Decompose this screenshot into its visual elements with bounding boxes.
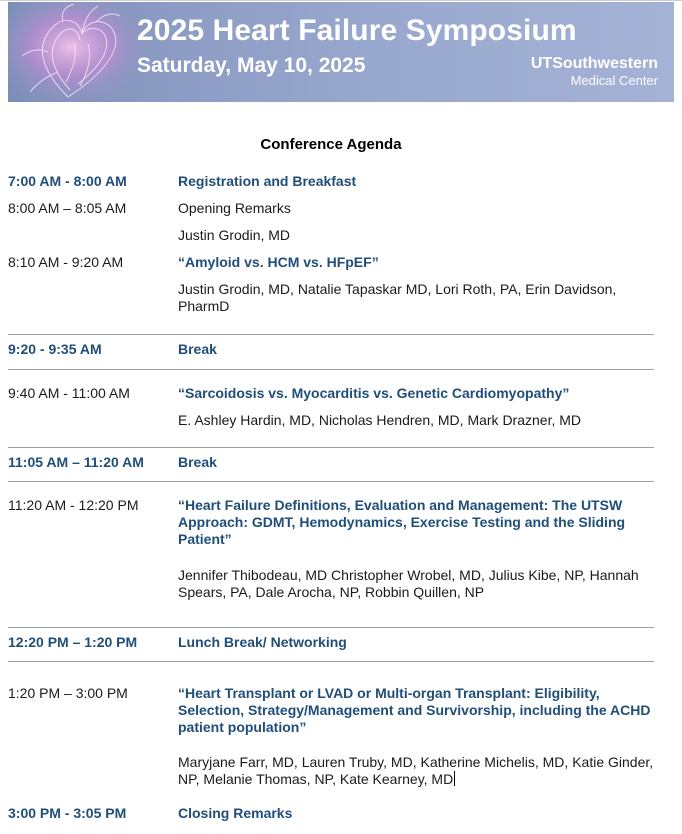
section-divider — [8, 481, 654, 482]
institution-subtitle: Medical Center — [570, 73, 658, 88]
session-time: 8:10 AM - 9:20 AM — [8, 254, 124, 270]
session-title: Closing Remarks — [178, 805, 293, 821]
session-time: 11:05 AM – 11:20 AM — [8, 454, 144, 470]
session-title: Registration and Breakfast — [178, 173, 357, 189]
section-divider — [8, 369, 654, 370]
institution-name: UTSouthwestern — [530, 55, 658, 72]
banner-title: 2025 Heart Failure Symposium — [137, 14, 577, 47]
session-title: “Sarcoidosis vs. Myocarditis vs. Genetic Cardiomyopathy” — [178, 385, 570, 401]
symposium-banner — [8, 2, 674, 102]
heart-illustration-icon — [8, 2, 148, 102]
session-title: Break — [178, 341, 217, 357]
session-time: 12:20 PM – 1:20 PM — [8, 634, 138, 650]
session-time: 3:00 PM - 3:05 PM — [8, 805, 127, 821]
session-title: “Amyloid vs. HCM vs. HFpEF” — [178, 254, 379, 270]
session-speakers: Jennifer Thibodeau, MD Christopher Wrobel, MD, Julius Kibe, NP, Hannah Spears, PA, Dale Arocha, NP, Robbin Quillen, NP — [178, 567, 639, 600]
session-title: Opening Remarks — [178, 200, 291, 216]
session-time: 9:20 - 9:35 AM — [8, 341, 102, 357]
session-title: “Heart Transplant or LVAD or Multi-organ Transplant: Eligibility, Selection, Strategy/Management and Survivorship, including the ACHD patient population” — [178, 685, 651, 735]
session-title: “Heart Failure Definitions, Evaluation and Management: The UTSW Approach: GDMT, Hemodynamics, Exercise Testing and the Sliding Patient” — [178, 497, 626, 547]
session-speakers: Justin Grodin, MD — [178, 227, 291, 243]
section-divider — [8, 334, 654, 335]
section-divider — [8, 627, 654, 628]
section-divider — [8, 661, 654, 662]
session-speakers — [178, 754, 654, 788]
window-top-border — [0, 0, 682, 1]
session-title: Break — [178, 454, 217, 470]
session-speakers: E. Ashley Hardin, MD, Nicholas Hendren, MD, Mark Drazner, MD — [178, 412, 582, 428]
page-title: Conference Agenda — [260, 136, 402, 153]
session-time: 8:00 AM – 8:05 AM — [8, 200, 127, 216]
section-divider — [8, 447, 654, 448]
session-speakers-text: Maryjane Farr, MD, Lauren Truby, MD, Katherine Michelis, MD, Katie Ginder, NP, Melanie Thomas, NP, Kate Kearney, MD — [178, 754, 654, 787]
session-time: 1:20 PM – 3:00 PM — [8, 685, 128, 701]
text-cursor — [454, 771, 455, 786]
session-speakers: Justin Grodin, MD, Natalie Tapaskar MD, Lori Roth, PA, Erin Davidson, PharmD — [178, 281, 617, 314]
session-time: 11:20 AM - 12:20 PM — [8, 497, 139, 513]
session-title: Lunch Break/ Networking — [178, 634, 347, 650]
session-time: 9:40 AM - 11:00 AM — [8, 385, 130, 401]
session-time: 7:00 AM - 8:00 AM — [8, 173, 127, 189]
banner-date: Saturday, May 10, 2025 — [137, 54, 366, 77]
institution-logo — [531, 56, 658, 87]
